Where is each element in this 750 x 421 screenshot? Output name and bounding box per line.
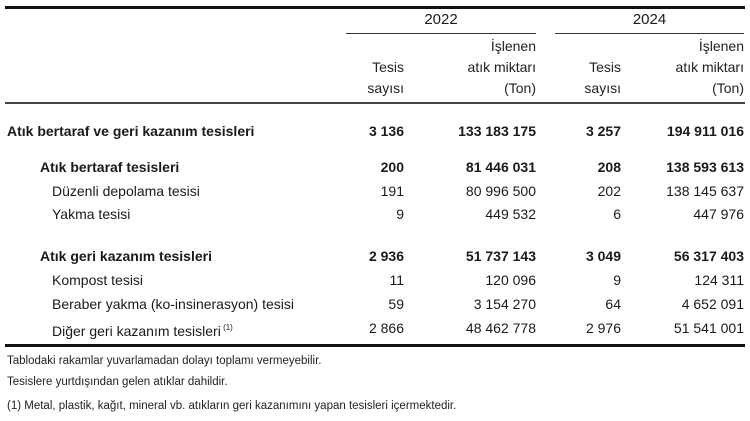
row-count-2022: 11	[389, 272, 404, 288]
row-label: Diğer geri kazanım tesisleri $^{(1)}$	[52, 323, 233, 339]
footnote-rounding: Tablodaki rakamlar yuvarlamadan dolayı toplamı vermeyebilir.	[7, 355, 322, 367]
row-amount-2022: 3 154 270	[473, 296, 536, 312]
row-amount-2024: 124 311	[694, 272, 744, 288]
footnote-marker: (1)	[220, 323, 233, 332]
row-label: Atık bertaraf ve geri kazanım tesisleri	[7, 123, 255, 139]
row-label: Atık bertaraf tesisleri	[40, 159, 180, 175]
bottom-rule	[5, 344, 745, 347]
col-header-amount-2022: İşlenen atık miktarı (Ton)	[467, 38, 536, 96]
row-count-2022: 3 136	[368, 123, 404, 139]
col-header-count-2024: Tesis sayısı	[584, 59, 621, 96]
col-header-count-2022: Tesis sayısı	[367, 59, 404, 96]
row-count-2022: 200	[380, 159, 404, 175]
row-count-2024: 9	[613, 272, 621, 288]
year-2022-underline	[346, 33, 536, 34]
row-count-2024: 3 257	[585, 123, 621, 139]
row-label: Atık geri kazanım tesisleri	[40, 248, 212, 264]
row-count-2024: 3 049	[585, 248, 621, 264]
row-amount-2022: 120 096	[485, 272, 536, 288]
row-amount-2024: 138 593 613	[666, 159, 744, 175]
row-count-2022: 191	[380, 183, 404, 199]
row-amount-2024: 447 976	[693, 206, 744, 222]
row-count-2022: 2 936	[368, 248, 404, 264]
header-rule	[5, 102, 745, 104]
row-count-2024: 6	[613, 206, 621, 222]
row-label: Beraber yakma (ko-insinerasyon) tesisi	[52, 296, 294, 312]
row-label: Kompost tesisi	[52, 272, 144, 288]
row-amount-2024: 56 317 403	[673, 248, 744, 264]
row-count-2024: 64	[605, 296, 621, 312]
row-label: Yakma tesisi	[52, 206, 131, 222]
row-count-2022: 9	[396, 206, 404, 222]
row-amount-2022: 449 532	[485, 206, 536, 222]
row-amount-2022: 80 996 500	[465, 183, 536, 199]
row-count-2024: 202	[597, 183, 621, 199]
year-header-2024: 2024	[632, 11, 667, 28]
row-amount-2024: 194 911 016	[666, 123, 744, 139]
row-count-2022: 59	[388, 296, 404, 312]
year-header-2022: 2022	[424, 11, 458, 28]
row-label: Düzenli depolama tesisi	[52, 183, 200, 199]
year-2024-underline	[555, 33, 744, 34]
top-rule	[5, 6, 745, 9]
row-count-2022: 2 866	[368, 320, 404, 336]
row-count-2024: 208	[597, 159, 621, 175]
row-amount-2024: 138 145 637	[666, 183, 744, 199]
footnote-1: (1) Metal, plastik, kağıt, mineral vb. atıkların geri kazanımını yapan tesisleri içermektedir.	[7, 400, 457, 412]
row-count-2024: 2 976	[585, 320, 621, 336]
row-amount-2024: 4 652 091	[681, 296, 744, 312]
col-header-amount-2024: İşlenen atık miktarı (Ton)	[675, 38, 744, 96]
row-amount-2022: 51 737 143	[465, 248, 536, 264]
row-amount-2022: 81 446 031	[465, 159, 536, 175]
row-amount-2024: 51 541 001	[673, 320, 744, 336]
footnote-imports: Tesislere yurtdışından gelen atıklar dahildir.	[7, 376, 228, 388]
row-amount-2022: 133 183 175	[458, 123, 536, 139]
row-amount-2022: 48 462 778	[465, 320, 536, 336]
